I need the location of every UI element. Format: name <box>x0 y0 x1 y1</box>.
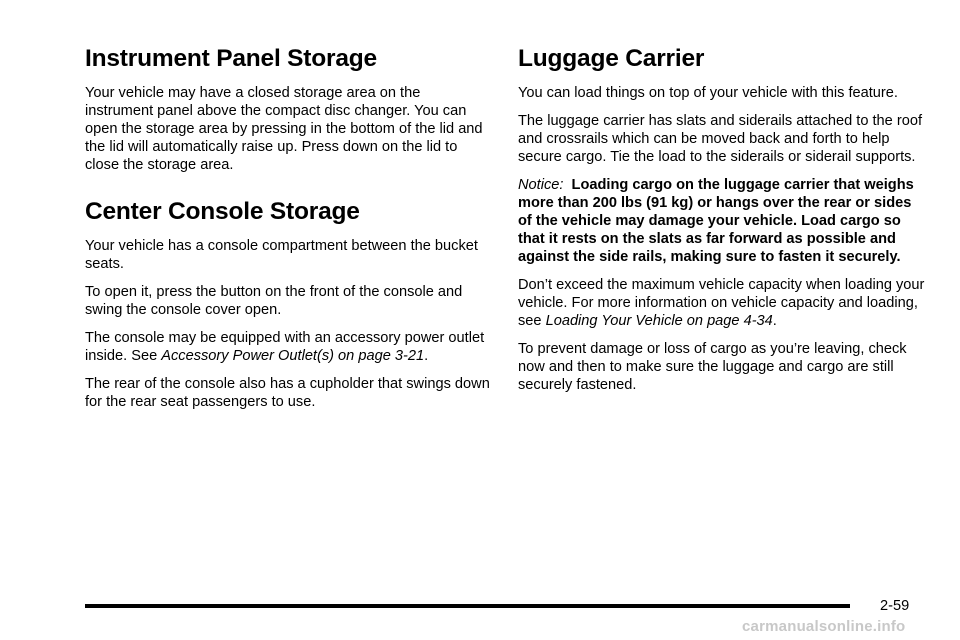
section-heading-center-console-storage: Center Console Storage <box>85 198 360 225</box>
cross-reference-link[interactable]: Accessory Power Outlet(s) on page 3-21 <box>161 348 425 364</box>
paragraph: To prevent damage or loss of cargo as you’re leaving, check now and then to make sure the luggage and cargo are still securely fastened. <box>518 341 907 393</box>
right-column <box>518 44 928 404</box>
paragraph: The luggage carrier has slats and siderails attached to the roof and crossrails which can be moved back and forth to help secure cargo. Tie the load to the siderails or siderail supports. <box>518 113 922 165</box>
cross-reference-link[interactable]: Loading Your Vehicle on page 4-34 <box>545 313 773 329</box>
paragraph-text: . <box>772 313 777 329</box>
paragraph <box>85 329 490 365</box>
paragraph: To open it, press the button on the front of the console and swing the console cover open. <box>85 284 463 318</box>
paragraph: You can load things on top of your vehicle with this feature. <box>518 85 898 101</box>
left-column <box>85 44 490 421</box>
paragraph: Your vehicle may have a closed storage area on the instrument panel above the compact disc changer. You can open the storage area by pressing in the bottom of the lid and the lid will automatically raise up. Press down on the lid to close the storage area. <box>85 85 483 173</box>
notice-text: Loading cargo on the luggage carrier that weighs more than 200 lbs (91 kg) or hangs over the rear or sides of the vehicle may damage your vehicle. Load cargo so that it rests on the slats as far forward as possible and against the side rails, making sure to fasten it securely. <box>518 177 914 265</box>
paragraph <box>518 276 928 330</box>
paragraph-text: Don’t exceed the maximum vehicle capacity when loading your vehicle. For more information on vehicle capacity and loading, see <box>518 277 925 329</box>
notice-label: Notice: <box>518 177 564 193</box>
notice-paragraph <box>518 176 928 266</box>
section-heading-instrument-panel-storage: Instrument Panel Storage <box>85 45 377 72</box>
paragraph-text: The console may be equipped with an accessory power outlet inside. See <box>85 330 485 364</box>
section-heading-luggage-carrier: Luggage Carrier <box>518 45 705 72</box>
footer-rule <box>85 604 850 608</box>
watermark-site: carmanualsonline.info <box>742 618 906 635</box>
paragraph-text: . <box>424 348 429 364</box>
page-number: 2-59 <box>880 598 910 614</box>
paragraph: The rear of the console also has a cupholder that swings down for the rear seat passengers to use. <box>85 376 490 410</box>
paragraph: Your vehicle has a console compartment between the bucket seats. <box>85 238 478 272</box>
